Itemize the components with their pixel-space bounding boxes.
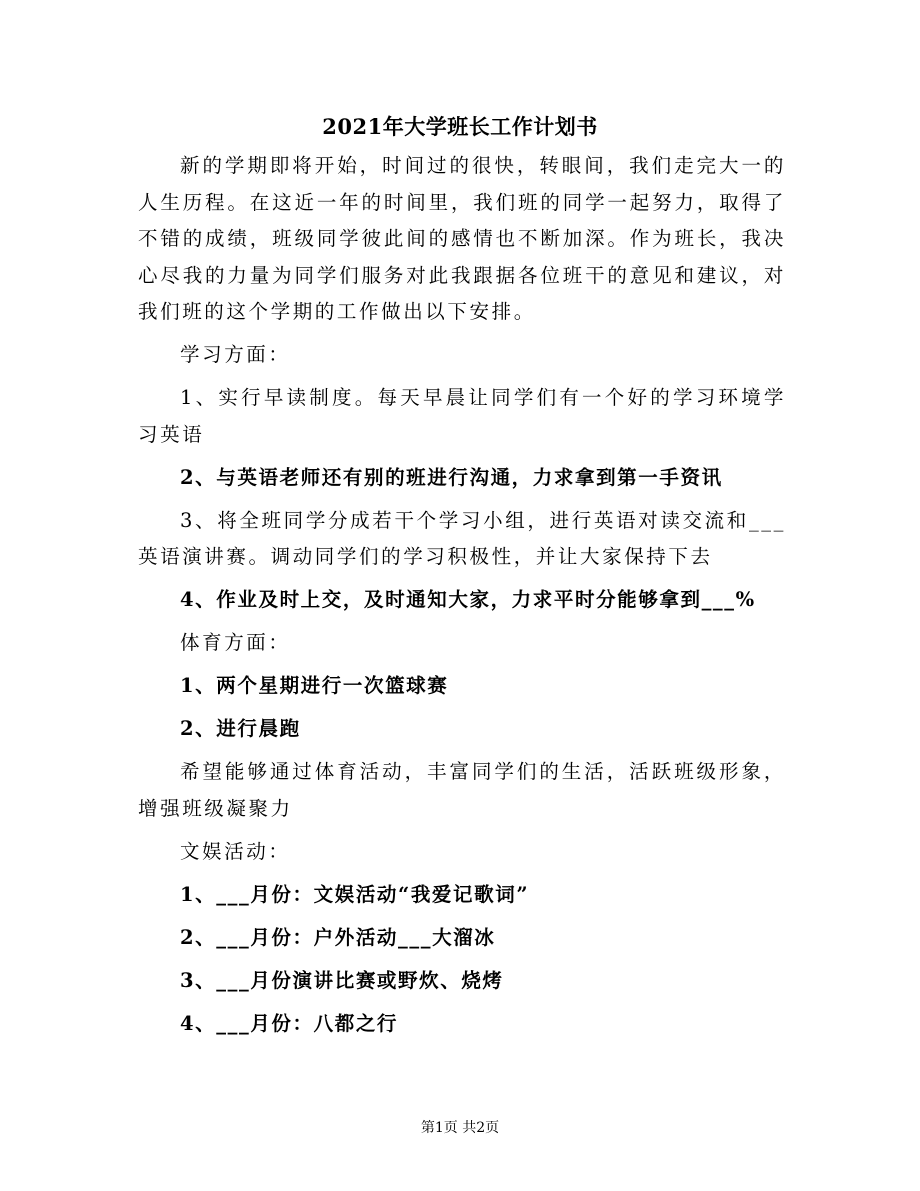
study-item-3: 3、将全班同学分成若干个学习小组，进行英语对读交流和___英语演讲赛。调动同学们的学习积极性，并让大家保持下去 — [138, 508, 786, 568]
sports-item-1: 1、两个星期进行一次篮球赛 — [180, 674, 449, 697]
document-body — [138, 148, 786, 1049]
entertainment-item-3: 3、___月份演讲比赛或野炊、烧烤 — [180, 968, 504, 992]
section-heading-sports: 体育方面： — [180, 631, 291, 654]
study-item-1: 1、实行早读制度。每天早晨让同学们有一个好的学习环境学习英语 — [138, 386, 786, 446]
entertainment-item-4: 4、___月份：八都之行 — [180, 1011, 399, 1035]
entertainment-item-1: 1、___月份：文娱活动“我爱记歌词” — [180, 882, 530, 906]
page-footer: 第1页 共2页 — [420, 1120, 500, 1136]
sports-summary: 希望能够通过体育活动，丰富同学们的生活，活跃班级形象，增强班级凝聚力 — [138, 760, 786, 820]
section-heading-study: 学习方面： — [180, 343, 291, 366]
section-heading-entertainment: 文娱活动： — [180, 839, 291, 863]
document-title: 2021年大学班长工作计划书 — [322, 114, 598, 139]
entertainment-item-2: 2、___月份：户外活动___大溜冰 — [180, 925, 496, 949]
study-item-4: 4、作业及时上交，及时通知大家，力求平时分能够拿到___% — [180, 588, 756, 611]
study-item-2: 2、与英语老师还有别的班进行沟通，力求拿到第一手资讯 — [180, 465, 723, 489]
sports-item-2: 2、进行晨跑 — [180, 717, 301, 740]
paragraph-intro: 新的学期即将开始，时间过的很快，转眼间，我们走完大一的人生历程。在这近一年的时间里，我们班的同学一起努力，取得了不错的成绩，班级同学彼此间的感情也不断加深。作为班长，我决心尽我的力量为同学们服务对此我跟据各位班干的意见和建议，对我们班的这个学期的工作做出以下安排。 — [138, 154, 786, 323]
